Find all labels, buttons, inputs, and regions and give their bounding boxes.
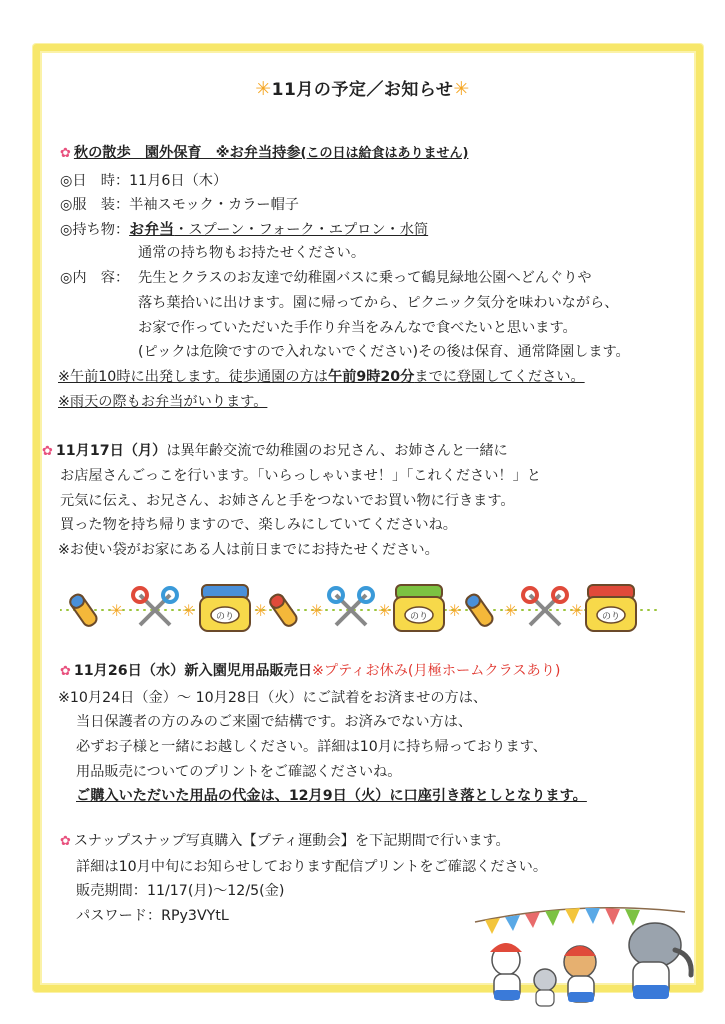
sparkle-icon: ✳: [504, 601, 518, 620]
content-line: お家で作っていただいた手作り弁当をみんなで食べたいと思います。: [138, 320, 577, 336]
star-icon: ✳: [255, 78, 272, 100]
belongings-row: ◎持ち物：お弁当・スプーン・フォーク・エプロン・水筒: [60, 220, 429, 238]
stationery-banner: [60, 580, 660, 640]
star-icon: ✳: [453, 78, 470, 100]
content-line: (ピックは危険ですので入れないでください)その後は保育、通常降園します。: [138, 344, 630, 360]
content-label: ◎内 容：: [60, 270, 130, 286]
sparkle-icon: ✳: [570, 601, 584, 620]
password: パスワード：RPy3VYtL: [76, 908, 229, 924]
glue-jar-icon: [586, 585, 636, 631]
pencil-icon: [464, 592, 495, 628]
sales-period: 販売期間：11/17(月)～12/5(金): [76, 883, 285, 899]
sparkle-icon: ✳: [110, 601, 124, 620]
clothes-row: ◎服 装：半袖スモック・カラー帽子: [60, 197, 299, 213]
sparkle-icon: ✳: [254, 601, 268, 620]
content-line: 落ち葉拾いに出けます。園に帰ってから、ピクニック気分を味わいながら、: [138, 295, 619, 311]
section3-heading: ✿ 11月26日（水）新入園児用品販売日※プティお休み(月極ホームクラスあり): [60, 663, 561, 679]
section2-line: お店屋さんごっこを行います。「いらっしゃいませ！」「これください！」と: [60, 468, 541, 484]
elephant-icon: [629, 923, 691, 999]
svg-text:のり: のり: [409, 612, 429, 622]
belongings-note: 通常の持ち物もお持たせください。: [138, 245, 366, 261]
page-title: [0, 75, 725, 100]
sparkle-icon: ✳: [448, 601, 462, 620]
section3-line: 当日保護者の方のみのご来園で結構です。お済みでない方は、: [76, 714, 473, 730]
scissors-icon: [133, 588, 177, 625]
glue-jar-icon: [394, 585, 444, 631]
content-line: 先生とクラスのお友達で幼稚園バスに乗って鶴見緑地公園へどんぐりや: [138, 270, 592, 286]
flower-icon: ✿: [60, 146, 71, 161]
mouse-icon: [534, 969, 556, 1006]
section2-line: 元気に伝え、お兄さん、お姉さんと手をつないでお買い物に行きます。: [60, 493, 515, 509]
flower-icon: ✿: [42, 444, 53, 459]
svg-text:のり: のり: [215, 612, 235, 622]
section2-heading: ✿ 11月17日（月）は異年齢交流で幼稚園のお兄さん、お姉さんと一緒に: [42, 443, 508, 459]
glue-jar-icon: [200, 585, 250, 631]
pencil-icon: [268, 592, 299, 628]
sparkle-icon: ✳: [378, 601, 392, 620]
sparkle-icon: ✳: [310, 601, 324, 620]
bag-note: ※お使い袋がお家にある人は前日までにお持たせください。: [58, 542, 439, 558]
section3-line: ※10月24日（金）～ 10月28日（火）にご試着をお済ませの方は、: [58, 690, 488, 706]
flower-icon: ✿: [60, 664, 71, 679]
date-row: ◎日 時：11月6日（木）: [60, 173, 228, 189]
flower-icon: ✿: [60, 834, 71, 849]
sparkle-icon: ✳: [182, 601, 196, 620]
section4-heading: ✿ スナップスナップ写真購入【プティ運動会】を下記期間で行います。: [60, 833, 510, 849]
section2-line: 買った物を持ち帰りますので、楽しみにしていてくださいね。: [60, 517, 457, 533]
scissors-icon: [329, 588, 373, 625]
rabbit-icon: [490, 943, 522, 1000]
svg-text:のり: のり: [601, 612, 621, 622]
section4-line: 詳細は10月中旬にお知らせしております配信プリントをご確認ください。: [76, 859, 548, 875]
payment-note: ご購入いただいた用品の代金は、12月9日（火）に口座引き落としとなります。: [76, 788, 587, 804]
rain-note: ※雨天の際もお弁当がいります。: [58, 394, 268, 410]
title-text: 11月の予定／お知らせ: [271, 80, 454, 100]
section1-heading: ✿ 秋の散歩 園外保育 ※お弁当持参(この日は給食はありません): [60, 145, 469, 161]
section3-line: 必ずお子様と一緒にお越しください。詳細は10月に持ち帰っております、: [76, 739, 547, 755]
section3-line: 用品販売についてのプリントをご確認くださいね。: [76, 764, 402, 780]
scissors-icon: [523, 588, 567, 625]
departure-note: ※午前10時に出発します。徒歩通園の方は午前9時20分までに登園してください。: [58, 369, 585, 385]
animals-illustration: [470, 900, 700, 1010]
dog-icon: [564, 946, 596, 1002]
